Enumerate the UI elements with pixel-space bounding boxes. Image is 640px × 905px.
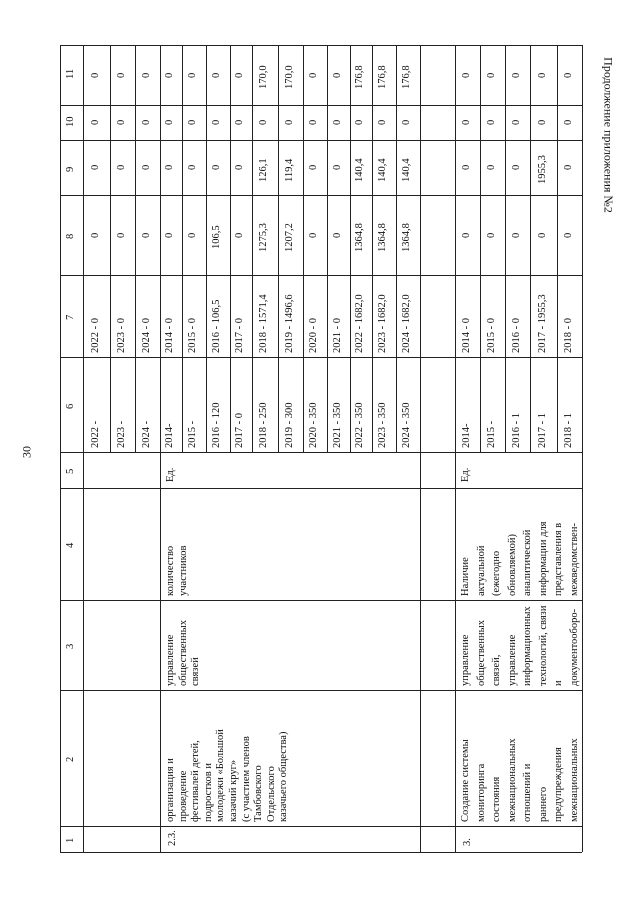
- block-2-3-row-target-6: 2020 - 350: [308, 402, 319, 448]
- block-3-row-c10-2: 0: [510, 120, 522, 126]
- block-2-3-row-c10-4: 0: [258, 120, 269, 126]
- block-3-row-c9-3: 1955,3: [536, 155, 548, 185]
- block-2-3-row-c9-0: 0: [164, 165, 175, 171]
- block-3-unit: Ед.: [460, 467, 471, 482]
- block-2-3-row-target-10: 2024 - 350: [401, 402, 412, 448]
- block-2-3-row-c10-1: 0: [187, 120, 198, 126]
- block-3-executor-line: и: [553, 680, 564, 686]
- row-divider: [230, 45, 231, 452]
- block-2-3-row-c9-3: 0: [234, 165, 245, 171]
- block-2-3-row-c11-10: 176,8: [401, 65, 412, 89]
- block-3-name-line: мониторинга: [475, 763, 487, 822]
- prev-row-target-2: 2024 -: [140, 420, 152, 448]
- row-divider: [420, 45, 421, 452]
- block-2-3-row-c9-7: 0: [331, 165, 343, 171]
- block-3-row-c9-2: 0: [510, 165, 522, 171]
- prev-row-target-1: 2023 -: [115, 420, 127, 448]
- block-2-3-row-total-6: 2020 - 0: [308, 318, 319, 353]
- block-2-3-name-line: казачий круг»: [228, 759, 239, 822]
- block-2-3-row-total-9: 2023 - 1682,0: [377, 294, 388, 353]
- block-2-3-row-c8-2: 106,5: [211, 225, 222, 249]
- prev-row-total-2: 2024 - 0: [140, 318, 152, 353]
- column-header-2: 2: [65, 756, 76, 762]
- column-divider: [60, 105, 582, 106]
- block-3-executor-line: общественных: [475, 620, 487, 686]
- block-3-indicator-line: межведомствен-: [568, 523, 580, 596]
- block-2-3-row-target-5: 2019 - 300: [283, 402, 295, 448]
- row-divider: [206, 45, 207, 452]
- block-2-3-row-c8-8: 1364,8: [354, 222, 365, 252]
- row-divider: [135, 45, 136, 452]
- block-2-3-row-c9-1: 0: [187, 165, 198, 171]
- block-2-3-row-c8-3: 0: [234, 232, 245, 238]
- block-3-row-c10-4: 0: [562, 120, 574, 126]
- block-3-name-line: Создание системы: [460, 739, 471, 822]
- block-2-3-row-total-10: 2024 - 1682,0: [401, 294, 412, 353]
- block-3-indicator-line: представления в: [553, 522, 564, 596]
- block-2-3-row-c10-0: 0: [164, 120, 175, 126]
- column-header-4: 4: [65, 542, 76, 548]
- prev-row-c10-1: 0: [115, 120, 127, 126]
- block-2-3-name-line: молодежи «Большой: [215, 729, 227, 822]
- row-divider: [303, 45, 304, 452]
- column-header-11: 11: [65, 68, 76, 79]
- row-divider: [372, 45, 373, 452]
- block-2-3-row-c8-0: 0: [164, 232, 175, 238]
- column-divider: [60, 275, 582, 276]
- block-3-name-line: предупреждения: [553, 747, 564, 822]
- row-divider: [327, 45, 328, 452]
- block-2-3-row-c8-9: 1364,8: [377, 222, 388, 252]
- block-2-3-unit: Ед.: [165, 467, 176, 482]
- block-2-3-row-c9-6: 0: [308, 165, 319, 171]
- block-3-indicator-line: (ежегодно: [491, 550, 502, 596]
- block-2-3-row-total-5: 2019 - 1496,6: [283, 294, 295, 353]
- column-divider: [60, 852, 582, 853]
- row-divider: [455, 45, 456, 852]
- block-2-3-row-total-2: 2016 - 106,5: [211, 299, 222, 353]
- block-2-3-name-line: Отдельского: [265, 766, 277, 822]
- column-divider: [60, 452, 582, 453]
- block-2-3-number: 2.3.: [167, 830, 178, 846]
- row-divider: [557, 45, 558, 452]
- block-2-3-row-c10-8: 0: [354, 120, 365, 126]
- block-2-3-name-line: подростков и: [202, 763, 214, 822]
- column-header-3: 3: [65, 643, 76, 649]
- prev-row-c11-2: 0: [140, 72, 152, 78]
- block-2-3-row-c10-10: 0: [401, 120, 412, 126]
- block-3-indicator-line: актуальной: [475, 545, 487, 596]
- block-2-3-row-c9-5: 119,4: [283, 158, 295, 182]
- block-3-row-c11-4: 0: [562, 72, 574, 78]
- page-number: 30: [19, 446, 34, 458]
- block-2-3-row-total-1: 2015 - 0: [187, 318, 198, 353]
- block-3-row-target-0: 2014-: [460, 423, 472, 448]
- column-header-10: 10: [65, 116, 76, 127]
- row-divider: [182, 45, 183, 452]
- block-2-3-row-target-2: 2016 - 120: [211, 402, 222, 448]
- block-3-indicator-line: обновляемой): [506, 533, 518, 596]
- column-header-5: 5: [65, 468, 76, 474]
- row-divider: [350, 45, 351, 452]
- block-3-row-c8-3: 0: [536, 232, 548, 238]
- block-3-number: 3.: [462, 838, 473, 846]
- block-3-row-c10-0: 0: [460, 120, 472, 126]
- block-3-row-c8-4: 0: [562, 232, 574, 238]
- block-3-row-c10-1: 0: [485, 120, 497, 126]
- row-divider: [110, 45, 111, 452]
- block-3-row-c11-0: 0: [460, 72, 472, 78]
- column-divider: [60, 357, 582, 358]
- block-3-row-target-4: 2018 - 1: [562, 413, 574, 448]
- prev-row-c11-0: 0: [89, 72, 101, 78]
- row-divider: [396, 45, 397, 452]
- row-divider: [278, 45, 279, 452]
- column-divider: [60, 826, 582, 827]
- row-divider: [83, 45, 84, 852]
- column-divider: [60, 140, 582, 141]
- block-2-3-row-c10-6: 0: [308, 120, 319, 126]
- prev-row-total-1: 2023 - 0: [115, 318, 127, 353]
- block-2-3-row-c11-8: 176,8: [354, 65, 365, 89]
- block-2-3-name-line: фестивалей детей,: [190, 740, 202, 822]
- block-3-row-total-3: 2017 - 1955,3: [536, 294, 548, 353]
- block-2-3-row-c9-10: 140,4: [401, 157, 412, 182]
- block-3-row-target-2: 2016 - 1: [510, 413, 522, 448]
- block-2-3-row-c10-3: 0: [234, 120, 245, 126]
- block-2-3-row-c9-2: 0: [211, 165, 222, 171]
- appendix-caption: Продолжение приложения №2: [601, 57, 616, 213]
- row-divider: [60, 45, 61, 852]
- block-2-3-row-target-0: 2014-: [164, 423, 175, 448]
- prev-row-c9-2: 0: [140, 165, 152, 171]
- row-divider: [582, 45, 583, 852]
- block-2-3-executor-line: управление: [165, 634, 176, 686]
- row-divider: [530, 45, 531, 452]
- block-3-executor-line: управление: [506, 634, 518, 686]
- column-header-7: 7: [65, 314, 76, 320]
- block-3-row-c11-3: 0: [536, 72, 548, 78]
- block-2-3-row-total-3: 2017 - 0: [234, 318, 245, 353]
- prev-row-target-0: 2022 -: [89, 420, 101, 448]
- block-3-indicator-line: аналитической: [522, 529, 533, 596]
- block-2-3-row-target-9: 2023 - 350: [377, 402, 388, 448]
- block-2-3-row-c8-6: 0: [308, 232, 319, 238]
- prev-row-c8-2: 0: [140, 232, 152, 238]
- block-2-3-row-total-0: 2014 - 0: [164, 318, 175, 353]
- block-3-row-total-1: 2015 - 0: [485, 318, 497, 353]
- block-2-3-name-line: казачьего общества): [278, 731, 290, 822]
- row-divider: [160, 45, 161, 852]
- block-2-3-row-c8-4: 1275,3: [258, 222, 269, 252]
- block-3-row-total-2: 2016 - 0: [510, 318, 522, 353]
- block-3-executor-line: связей,: [491, 654, 502, 686]
- block-2-3-name-line: (с участием членов: [240, 736, 252, 822]
- block-2-3-row-c9-9: 140,4: [377, 157, 388, 182]
- block-2-3-row-c10-2: 0: [211, 120, 222, 126]
- row-divider: [252, 45, 253, 452]
- block-2-3-row-c8-1: 0: [187, 232, 198, 238]
- block-3-row-c8-1: 0: [485, 232, 497, 238]
- prev-row-c9-0: 0: [89, 165, 101, 171]
- block-3-indicator-line: информации для: [537, 521, 549, 596]
- column-header-9: 9: [65, 166, 76, 172]
- block-3-row-c8-0: 0: [460, 232, 472, 238]
- block-2-3-row-total-7: 2021 - 0: [331, 318, 343, 353]
- block-3-row-c9-0: 0: [460, 165, 472, 171]
- row-divider: [505, 45, 506, 452]
- block-3-row-total-4: 2018 - 0: [562, 318, 574, 353]
- block-2-3-row-c11-2: 0: [211, 72, 222, 78]
- block-3-executor-line: управление: [460, 634, 471, 686]
- block-2-3-row-c11-1: 0: [187, 72, 198, 78]
- prev-row-c9-1: 0: [115, 165, 127, 171]
- block-2-3-indicator-line: количество: [165, 545, 176, 596]
- block-2-3-row-c10-7: 0: [331, 120, 343, 126]
- block-3-name-line: состояния: [491, 776, 502, 822]
- prev-row-c11-1: 0: [115, 72, 127, 78]
- block-2-3-row-c9-8: 140,4: [354, 157, 365, 182]
- block-3-indicator-line: Наличие: [460, 557, 471, 596]
- block-2-3-row-c8-10: 1364,8: [401, 222, 412, 252]
- block-2-3-name-line: Тамбовского: [253, 765, 265, 822]
- prev-row-c8-0: 0: [89, 232, 101, 238]
- block-3-row-target-3: 2017 - 1: [536, 413, 548, 448]
- block-3-row-c10-3: 0: [536, 120, 548, 126]
- block-2-3-row-c11-7: 0: [331, 72, 343, 78]
- block-3-executor-line: документооборо-: [568, 608, 580, 686]
- block-2-3-row-total-4: 2018 - 1571,4: [258, 294, 269, 353]
- block-2-3-row-c11-4: 170,0: [258, 65, 269, 89]
- block-3-row-c9-4: 0: [562, 165, 574, 171]
- column-header-8: 8: [65, 233, 76, 239]
- block-2-3-row-target-8: 2022 - 350: [354, 402, 365, 448]
- block-2-3-row-c10-5: 0: [283, 120, 295, 126]
- block-2-3-row-c10-9: 0: [377, 120, 388, 126]
- block-2-3-row-c8-7: 0: [331, 232, 343, 238]
- block-3-name-line: межнациональных: [506, 738, 518, 822]
- block-2-3-name-line: организация и: [165, 758, 176, 822]
- prev-row-c10-2: 0: [140, 120, 152, 126]
- prev-row-c8-1: 0: [115, 232, 127, 238]
- row-divider: [480, 45, 481, 452]
- block-2-3-executor-line: связей: [190, 657, 202, 686]
- block-2-3-row-c9-4: 126,1: [258, 157, 269, 182]
- column-header-6: 6: [65, 403, 76, 409]
- block-2-3-name-line: проведение: [177, 770, 189, 822]
- block-3-row-c9-1: 0: [485, 165, 497, 171]
- block-3-name-line: раннего: [537, 786, 549, 822]
- block-3-name-line: отношений и: [522, 763, 533, 822]
- block-2-3-row-c11-3: 0: [234, 72, 245, 78]
- block-3-row-target-1: 2015 -: [485, 420, 497, 448]
- block-2-3-row-target-1: 2015 -: [187, 420, 198, 448]
- block-3-row-c11-2: 0: [510, 72, 522, 78]
- column-divider: [60, 600, 582, 601]
- block-3-row-c8-2: 0: [510, 232, 522, 238]
- block-2-3-row-target-3: 2017 - 0: [234, 413, 245, 448]
- block-3-executor-line: информационных: [522, 606, 533, 686]
- column-divider: [60, 45, 582, 46]
- block-2-3-row-c8-5: 1207,2: [283, 222, 295, 252]
- block-2-3-row-total-8: 2022 - 1682,0: [354, 294, 365, 353]
- column-header-1: 1: [65, 837, 76, 843]
- prev-row-c10-0: 0: [89, 120, 101, 126]
- block-2-3-row-c11-0: 0: [164, 72, 175, 78]
- block-2-3-row-c11-5: 170,0: [283, 65, 295, 89]
- block-3-row-c11-1: 0: [485, 72, 497, 78]
- column-divider: [60, 195, 582, 196]
- column-divider: [60, 488, 582, 489]
- block-3-executor-line: технологий, связи: [537, 605, 549, 686]
- prev-row-total-0: 2022 - 0: [89, 318, 101, 353]
- block-2-3-indicator-line: участников: [177, 545, 189, 596]
- block-2-3-executor-line: общественных: [177, 620, 189, 686]
- block-2-3-row-target-7: 2021 - 350: [331, 402, 343, 448]
- block-2-3-row-target-4: 2018 - 250: [258, 402, 269, 448]
- column-divider: [60, 690, 582, 691]
- block-3-row-total-0: 2014 - 0: [460, 318, 472, 353]
- block-3-name-line: межнациональных: [568, 738, 580, 822]
- block-2-3-row-c11-9: 176,8: [377, 65, 388, 89]
- block-2-3-row-c11-6: 0: [308, 72, 319, 78]
